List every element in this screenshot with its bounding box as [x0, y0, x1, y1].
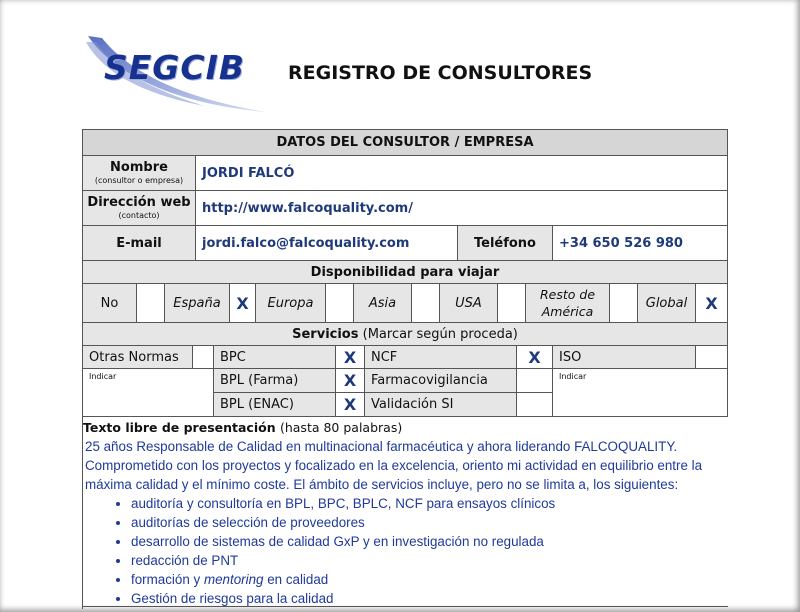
service-iso: ISO [553, 346, 696, 369]
travel-mark-rest-of-america [610, 284, 638, 323]
services-indicar-right: Indicar [553, 369, 728, 417]
travel-option-no: No [83, 284, 137, 323]
list-item: • desarrollo de sistemas de calidad GxP y en investigación no regulada [131, 532, 727, 551]
services-title-cell [83, 323, 728, 346]
travel-mark-spain: X [230, 284, 256, 323]
table-bottom-divider [82, 606, 728, 607]
web-label: Dirección web [87, 194, 191, 210]
name-label: Nombre [110, 159, 168, 175]
free-text-title-note: (hasta 80 palabras) [279, 420, 403, 435]
email-label: E-mail [83, 226, 196, 261]
phone-value: +34 650 526 980 [553, 226, 728, 261]
services-title-note: (Marcar según proceda) [362, 326, 518, 342]
free-text-paragraph-1: 25 años Responsable de Calidad en multinacional farmacéutica y ahora liderando FALCOQUALITY. [85, 439, 678, 454]
service-validacion-si-mark [517, 393, 553, 417]
section-title: DATOS DEL CONSULTOR / EMPRESA [83, 130, 728, 156]
service-bpl-farma: BPL (Farma) [214, 369, 336, 393]
name-value: JORDI FALCÓ [196, 156, 728, 191]
segcib-logo-text: SEGCIB [104, 48, 246, 87]
travel-title: Disponibilidad para viajar [83, 261, 728, 284]
free-text-section [83, 418, 727, 608]
phone-label: Teléfono [458, 226, 553, 261]
travel-mark-europe [326, 284, 354, 323]
list-item: • redacción de PNT [131, 551, 727, 570]
services-otras-normas-mark [193, 346, 214, 369]
free-text-title: Texto libre de presentación [83, 420, 276, 435]
travel-mark-global: X [696, 284, 728, 323]
list-item: • Gestión de riesgos para la calidad [131, 589, 727, 608]
web-label-cell [83, 191, 196, 226]
web-value: http://www.falcoquality.com/ [196, 191, 728, 226]
service-bpc-mark: X [336, 346, 365, 369]
services-otras-normas: Otras Normas [83, 346, 193, 369]
service-ncf-mark: X [517, 346, 553, 369]
services-title: Servicios [292, 326, 359, 342]
service-bpl-farma-mark: X [336, 369, 365, 393]
service-validacion-si: Validación SI [365, 393, 517, 417]
service-farmacovigilancia: Farmacovigilancia [365, 369, 517, 393]
travel-mark-usa [498, 284, 526, 323]
list-item: • auditoría y consultoría en BPL, BPC, BPLC, NCF para ensayos clínicos [131, 494, 727, 513]
service-bpc: BPC [214, 346, 336, 369]
travel-option-rest-of-america: Resto de América [526, 284, 610, 323]
email-value: jordi.falco@falcoquality.com [196, 226, 458, 261]
travel-mark-asia [412, 284, 440, 323]
service-bpl-enac: BPL (ENAC) [214, 393, 336, 417]
travel-option-asia: Asia [354, 284, 412, 323]
travel-mark-no [137, 284, 165, 323]
travel-option-usa: USA [440, 284, 498, 323]
service-ncf: NCF [365, 346, 517, 369]
list-item-text: formación y [131, 572, 204, 587]
travel-option-spain: España [165, 284, 230, 323]
free-text-bullet-list [83, 494, 727, 608]
free-text-paragraph-2: Comprometido con los proyectos y focalizado en la excelencia, oriento mi actividad en equilibrio entre la máxima calidad y el mínimo coste. El ámbito de servicios incluye, pero no se limita a, los siguientes: [85, 458, 703, 492]
travel-option-europe: Europa [256, 284, 326, 323]
web-sublabel: (contacto) [118, 210, 160, 220]
service-bpl-enac-mark: X [336, 393, 365, 417]
service-farmacovigilancia-mark [517, 369, 553, 393]
list-item: • auditorías de selección de proveedores [131, 513, 727, 532]
services-indicar-left: Indicar [83, 369, 214, 417]
list-item-italic: mentoring [203, 572, 264, 587]
name-label-cell [83, 156, 196, 191]
page-title: REGISTRO DE CONSULTORES [288, 62, 593, 84]
service-iso-mark [696, 346, 728, 369]
free-text-heading [83, 418, 727, 437]
list-item-tail: en calidad [263, 572, 329, 587]
travel-option-global: Global [638, 284, 696, 323]
list-item [131, 570, 727, 589]
name-sublabel: (consultor o empresa) [94, 175, 184, 185]
